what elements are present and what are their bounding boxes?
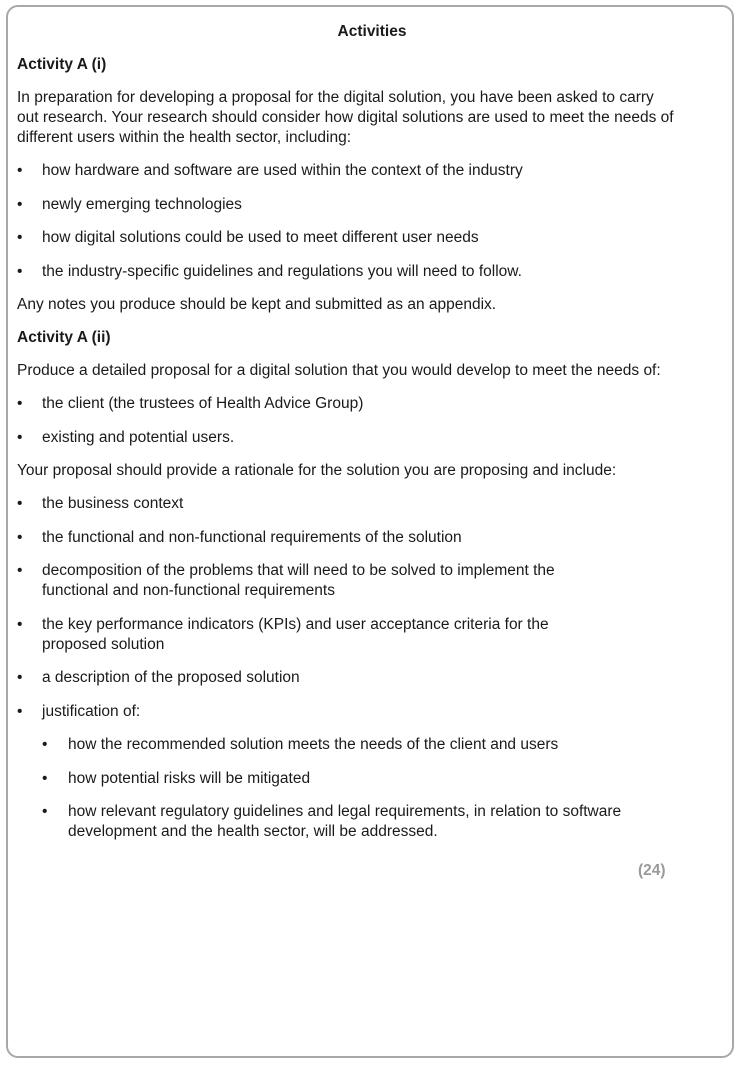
bullet-icon: •	[17, 562, 23, 579]
list-item: • justification of: • how the recommended solution meets the needs of the client and users • how potential risks will be mitigated • how relevant regulatory guidelines and legal requirements, in relation to software development and the health sector, will be addressed.	[17, 702, 677, 843]
list-item: • the industry-specific guidelines and regulations you will need to follow.	[17, 262, 522, 280]
bullet-icon: •	[17, 615, 23, 633]
activity-a-i-note: Any notes you produce should be kept and submitted as an appendix.	[17, 296, 497, 313]
bullet-icon: •	[42, 769, 48, 787]
bullet-icon: •	[42, 803, 48, 820]
bullet-icon: •	[17, 528, 23, 546]
activity-a-i-heading: Activity A (i)	[17, 56, 107, 73]
list-item: • the business context	[17, 495, 184, 512]
bullet-icon: •	[17, 395, 23, 412]
bullet-icon: •	[17, 262, 23, 280]
bullet-icon: •	[17, 702, 23, 720]
bullet-icon: •	[42, 736, 48, 753]
bullet-icon: •	[17, 229, 23, 246]
bullet-icon: •	[17, 495, 23, 512]
activity-a-i-bullet-list	[17, 161, 677, 282]
include-bullet-list	[17, 494, 677, 842]
list-item: • the key performance indicators (KPIs) and user acceptance criteria for the proposed solution	[17, 615, 549, 653]
list-item: • how relevant regulatory guidelines and legal requirements, in relation to software development and the health sector, will be addressed.	[42, 803, 622, 840]
activity-a-i-intro: In preparation for developing a proposal for the digital solution, you have been asked to carry out research. Your research should consider how digital solutions are used to meet the needs of different users within the health sector, including:	[17, 89, 674, 146]
activity-a-ii-heading: Activity A (ii)	[17, 329, 111, 346]
bullet-icon: •	[17, 428, 23, 446]
list-item: • the client (the trustees of Health Advice Group)	[17, 395, 364, 412]
list-item: • newly emerging technologies	[17, 195, 242, 213]
list-item: • how potential risks will be mitigated	[42, 769, 311, 787]
activity-a-ii-intro: Produce a detailed proposal for a digital solution that you would develop to meet the needs of:	[17, 362, 661, 379]
bullet-icon: •	[17, 195, 23, 213]
list-item: • the functional and non-functional requirements of the solution	[17, 528, 462, 546]
list-item: • decomposition of the problems that will need to be solved to implement the functional and non-functional requirements	[17, 562, 555, 599]
document-body	[17, 22, 677, 856]
bullet-icon: •	[17, 669, 23, 686]
list-item: • how digital solutions could be used to meet different user needs	[17, 229, 479, 246]
list-item: • how the recommended solution meets the needs of the client and users	[42, 736, 559, 753]
marks-total: (24)	[638, 862, 666, 879]
rationale-text: Your proposal should provide a rationale for the solution you are proposing and include:	[17, 462, 617, 479]
justification-bullet-list	[42, 735, 677, 842]
list-item: • how hardware and software are used within the context of the industry	[17, 162, 523, 179]
page-title: Activities	[337, 23, 407, 40]
needs-bullet-list	[17, 394, 677, 448]
bullet-icon: •	[17, 162, 23, 179]
list-item: • existing and potential users.	[17, 428, 235, 446]
list-item: • a description of the proposed solution	[17, 669, 300, 686]
